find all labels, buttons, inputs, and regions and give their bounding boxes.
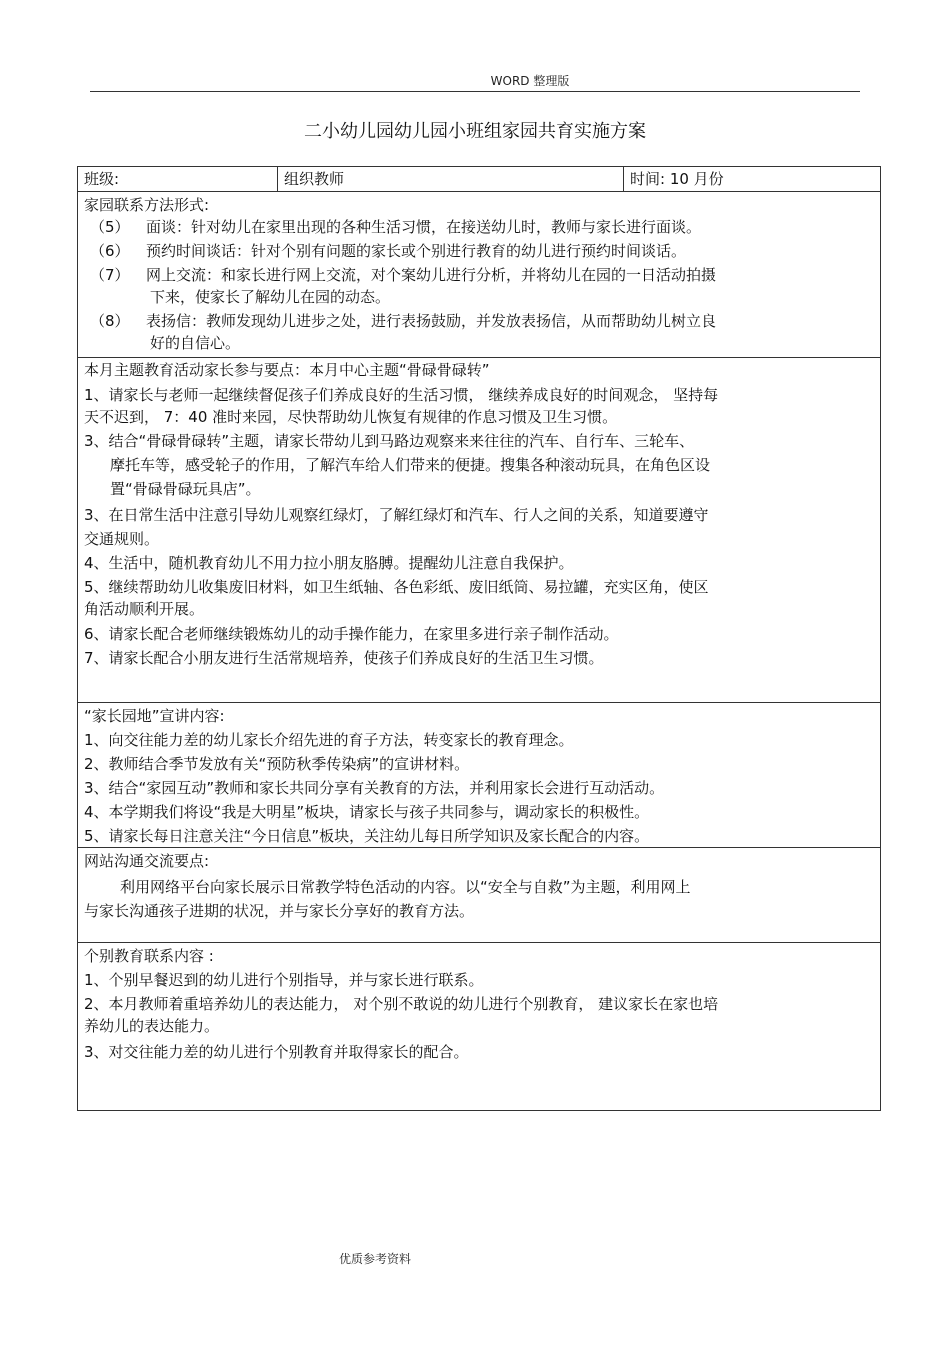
theme-line: 角活动顺利开展。 (84, 600, 205, 618)
theme-line: 置“骨碌骨碌玩具店”。 (110, 480, 261, 498)
contact-item (84, 264, 874, 308)
theme-line: 3、结合“骨碌骨碌转”主题，请家长带幼儿到马路边观察来来往往的汽车、自行车、三轮车、 (84, 432, 695, 450)
garden-section (78, 703, 881, 848)
header-label: WORD 整理版 (490, 74, 570, 88)
theme-line: 摩托车等，感受轮子的作用，了解汽车给人们带来的便捷。搜集各种滚动玩具，在角色区设 (110, 456, 711, 474)
teacher-cell (278, 167, 624, 192)
theme-line: 3、在日常生活中注意引导幼儿观察红绿灯，了解红绿灯和汽车、行人之间的关系，知道要遵守 (84, 506, 709, 524)
contact-item-text: 预约时间谈话：针对个别有问题的家长或个别进行教育的幼儿进行预约时间谈话。 (146, 242, 687, 260)
teacher-label: 组织教师 (284, 170, 345, 188)
contact-item-text: 下来，使家长了解幼儿在园的动态。 (150, 288, 391, 306)
contact-item-number: （7） (90, 266, 130, 284)
contact-item-number: （8） (90, 312, 130, 330)
theme-section (78, 358, 881, 703)
contact-item (84, 216, 874, 238)
document-title: 二小幼儿园幼儿园小班组家园共育实施方案 (304, 121, 646, 142)
individual-line: 2、本月教师着重培养幼儿的表达能力， 对个别不敢说的幼儿进行个别教育， 建议家长在家也培 (84, 995, 719, 1013)
garden-heading: “家长园地”宣讲内容: (84, 707, 225, 725)
contact-item-text: 好的自信心。 (150, 334, 241, 352)
time-label: 时间: 10 月份 (630, 170, 724, 188)
theme-line: 4、生活中，随机教育幼儿不用力拉小朋友胳膊。提醒幼儿注意自我保护。 (84, 554, 574, 572)
footer-label: 优质参考资料 (338, 1252, 411, 1266)
contact-cell (78, 192, 881, 358)
plan-table (77, 166, 881, 1111)
garden-line: 2、教师结合季节发放有关“预防秋季传染病”的宣讲材料。 (84, 755, 470, 773)
theme-line: 交通规则。 (84, 530, 160, 548)
garden-line: 5、请家长每日注意关注“今日信息”板块，关注幼儿每日所学知识及家长配合的内容。 (84, 827, 650, 845)
individual-line: 1、个别早餐迟到的幼儿进行个别指导，并与家长进行联系。 (84, 971, 484, 989)
website-heading: 网站沟通交流要点: (84, 852, 210, 870)
theme-line: 天不迟到， 7：40 准时来园，尽快帮助幼儿恢复有规律的作息习惯及卫生习惯。 (84, 408, 618, 426)
contact-item-number: （5） (90, 218, 130, 236)
contact-item-number: （6） (90, 242, 130, 260)
theme-line: 7、请家长配合小朋友进行生活常规培养，使孩子们养成良好的生活卫生习惯。 (84, 649, 604, 667)
class-label: 班级: (84, 170, 120, 188)
individual-heading: 个别教育联系内容 : (84, 947, 214, 965)
contact-item (84, 240, 874, 262)
website-cell (78, 848, 881, 943)
theme-heading: 本月主题教育活动家长参与要点：本月中心主题“骨碌骨碌转” (84, 361, 490, 379)
garden-line: 4、本学期我们将设“我是大明星”板块，请家长与孩子共同参与，调动家长的积极性。 (84, 803, 650, 821)
theme-line: 6、请家长配合老师继续锻炼幼儿的动手操作能力，在家里多进行亲子制作活动。 (84, 625, 619, 643)
info-row (78, 167, 881, 192)
individual-line: 3、对交往能力差的幼儿进行个别教育并取得家长的配合。 (84, 1043, 469, 1061)
contact-item-text: 面谈：针对幼儿在家里出现的各种生活习惯，在接送幼儿时，教师与家长进行面谈。 (146, 218, 702, 236)
contact-item-text: 网上交流：和家长进行网上交流，对个案幼儿进行分析，并将幼儿在园的一日活动拍摄 (146, 266, 717, 284)
contact-heading: 家园联系方法形式: (84, 196, 210, 214)
individual-cell (78, 943, 881, 1111)
website-line: 利用网络平台向家长展示日常教学特色活动的内容。以“安全与自救”为主题，利用网上 (120, 878, 691, 896)
header-divider (90, 91, 860, 92)
website-section (78, 848, 881, 943)
contact-item-text: 表扬信：教师发现幼儿进步之处，进行表扬鼓励，并发放表扬信，从而帮助幼儿树立良 (146, 312, 717, 330)
class-cell (78, 167, 278, 192)
individual-line: 养幼儿的表达能力。 (84, 1017, 220, 1035)
garden-line: 3、结合“家园互动”教师和家长共同分享有关教育的方法，并利用家长会进行互动活动。 (84, 779, 665, 797)
individual-section (78, 943, 881, 1111)
website-line: 与家长沟通孩子进期的状况，并与家长分享好的教育方法。 (84, 902, 475, 920)
time-cell (624, 167, 881, 192)
theme-cell (78, 358, 881, 703)
contact-item (84, 310, 874, 354)
theme-line: 1、请家长与老师一起继续督促孩子们养成良好的生活习惯， 继续养成良好的时间观念， 坚持每 (84, 386, 719, 404)
garden-cell (78, 703, 881, 848)
contact-section (78, 192, 881, 358)
garden-line: 1、向交往能力差的幼儿家长介绍先进的育子方法，转变家长的教育理念。 (84, 731, 574, 749)
theme-line: 5、继续帮助幼儿收集废旧材料，如卫生纸轴、各色彩纸、废旧纸筒、易拉罐，充实区角，使区 (84, 578, 709, 596)
